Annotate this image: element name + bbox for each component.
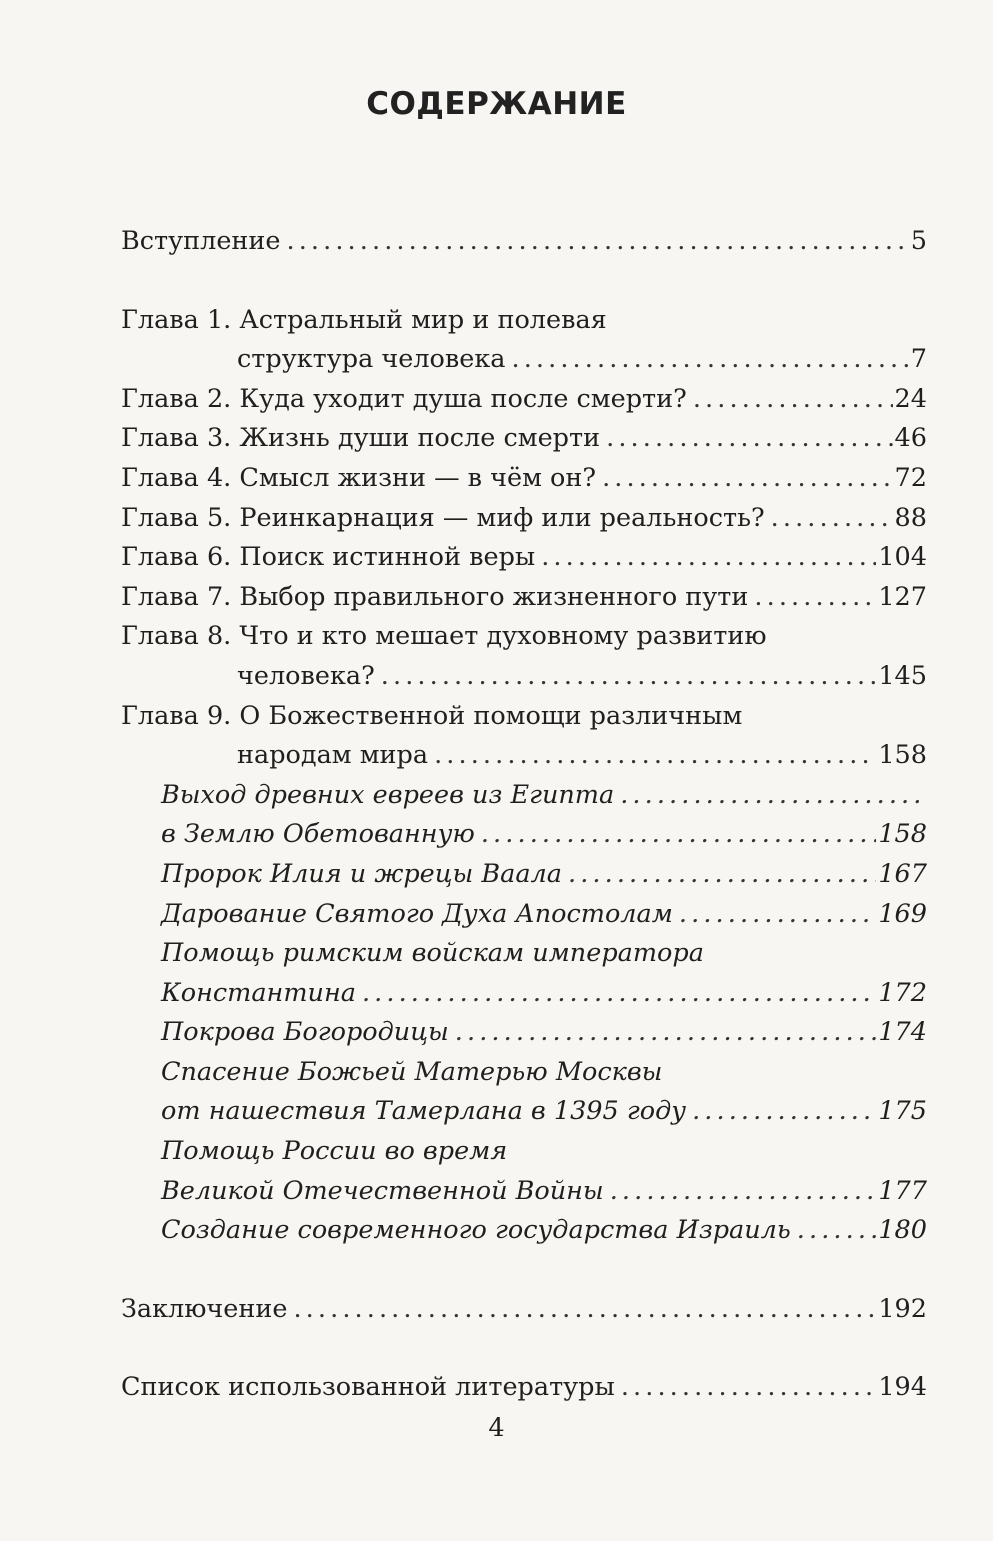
dot-leader [287, 222, 909, 262]
toc-entry-text: Великой Отечественной Войны [161, 1175, 604, 1206]
dot-leader [541, 538, 876, 578]
dot-leader [602, 459, 892, 499]
spacer [121, 1251, 927, 1290]
dot-leader [693, 380, 893, 420]
dot-leader [481, 815, 876, 855]
toc-page-number: 24 [894, 383, 927, 414]
toc-entry-text: Глава 6. Поиск истинной веры [121, 542, 536, 573]
toc-entry-chapter-8-cont [121, 657, 927, 697]
dot-leader [610, 1172, 877, 1212]
toc-page-number: 194 [878, 1372, 927, 1403]
toc-entry-text: Константина [161, 977, 356, 1008]
toc-entry-text: Помощь римским войскам императора [161, 938, 704, 969]
dot-leader [679, 895, 876, 935]
toc-entry-text: Глава 8. Что и кто мешает духовному развитию [121, 621, 767, 652]
toc-entry-text: народам мира [237, 740, 429, 771]
toc-page-number: 158 [878, 819, 927, 850]
toc-entry-text: Помощь России во время [161, 1136, 508, 1167]
toc-subentry-elijah [121, 855, 927, 895]
dot-leader [620, 776, 925, 816]
toc-page-number: 192 [878, 1293, 927, 1324]
toc-entry-text: Создание современного государства Израиль [161, 1215, 791, 1246]
toc-entry-text: Глава 9. О Божественной помощи различным [121, 700, 743, 731]
toc-entry-chapter-2 [121, 380, 927, 420]
toc-entry-text: от нашествия Тамерлана в 1395 году [161, 1096, 687, 1127]
toc-entry-text: Глава 2. Куда уходит душа после смерти? [121, 383, 687, 414]
toc-entry-conclusion [121, 1290, 927, 1330]
dot-leader [381, 657, 877, 697]
toc-page-number: 104 [878, 542, 927, 573]
toc-entry-text: человека? [237, 660, 375, 691]
toc-page-number: 167 [878, 858, 927, 889]
toc-entry-chapter-8 [121, 617, 927, 657]
table-of-contents [121, 222, 927, 1408]
toc-subentry-pokrova [121, 1013, 927, 1053]
toc-entry-text: Покрова Богородицы [161, 1017, 449, 1048]
toc-page-number: 174 [878, 1017, 927, 1048]
toc-page-number: 169 [878, 898, 927, 929]
toc-page-number: 172 [878, 977, 927, 1008]
toc-entry-chapter-9 [121, 697, 927, 737]
toc-subentry-israel [121, 1211, 927, 1251]
toc-entry-chapter-4 [121, 459, 927, 499]
dot-leader [797, 1211, 877, 1251]
dot-leader [512, 340, 909, 380]
toc-page-number: 145 [878, 660, 927, 691]
toc-entry-chapter-6 [121, 538, 927, 578]
toc-page-number: 158 [878, 740, 927, 771]
toc-subentry-holy-spirit [121, 895, 927, 935]
toc-entry-text: структура человека [237, 344, 506, 375]
toc-entry-text: Выход древних евреев из Египта [161, 779, 615, 810]
dot-leader [455, 1013, 877, 1053]
toc-subentry-russia-war [121, 1132, 927, 1172]
spacer [121, 262, 927, 301]
toc-entry-chapter-1 [121, 301, 927, 341]
toc-page-number: 7 [910, 344, 927, 375]
toc-entry-literature [121, 1368, 927, 1408]
toc-subentry-moscow-cont [121, 1092, 927, 1132]
toc-entry-chapter-7 [121, 578, 927, 618]
toc-entry-text: Пророк Илия и жрецы Ваала [161, 858, 562, 889]
toc-subentry-exodus-cont [121, 815, 927, 855]
dot-leader [621, 1368, 877, 1408]
toc-entry-text: Заключение [121, 1293, 288, 1324]
dot-leader [754, 578, 876, 618]
toc-page-number: 127 [878, 581, 927, 612]
toc-entry-text: в Землю Обетованную [161, 819, 475, 850]
dot-leader [362, 974, 876, 1014]
toc-subentry-constantine [121, 934, 927, 974]
toc-page-number: 88 [894, 502, 927, 533]
toc-entry-text: Глава 4. Смысл жизни — в чём он? [121, 462, 597, 493]
toc-subentry-exodus [121, 776, 927, 816]
toc-entry-chapter-3 [121, 419, 927, 459]
toc-entry-intro [121, 222, 927, 262]
toc-page-number: 46 [894, 423, 927, 454]
toc-page-number: 5 [910, 226, 927, 256]
toc-entry-text: Глава 5. Реинкарнация — миф или реальность? [121, 502, 765, 533]
toc-entry-text: Список использованной литературы [121, 1372, 615, 1403]
dot-leader [568, 855, 876, 895]
page-title: СОДЕРЖАНИЕ [366, 86, 627, 122]
toc-entry-chapter-1-cont [121, 340, 927, 380]
dot-leader [293, 1290, 876, 1330]
dot-leader [606, 419, 892, 459]
toc-entry-text: Глава 1. Астральный мир и полевая [121, 304, 607, 335]
toc-subentry-russia-war-cont [121, 1172, 927, 1212]
toc-entry-text: Дарование Святого Духа Апостолам [161, 898, 673, 929]
toc-entry-text: Глава 3. Жизнь души после смерти [121, 423, 601, 454]
toc-page-number: 175 [878, 1096, 927, 1127]
toc-subentry-constantine-cont [121, 974, 927, 1014]
dot-leader [692, 1092, 876, 1132]
toc-page-number: 177 [878, 1175, 927, 1206]
toc-entry-text: Вступление [121, 226, 281, 256]
toc-entry-text: Спасение Божьей Матерью Москвы [161, 1056, 663, 1087]
spacer [121, 1329, 927, 1368]
dot-leader [434, 736, 876, 776]
toc-entry-text: Глава 7. Выбор правильного жизненного пути [121, 581, 749, 612]
dot-leader [771, 499, 893, 539]
toc-entry-chapter-5 [121, 499, 927, 539]
toc-entry-chapter-9-cont [121, 736, 927, 776]
toc-subentry-moscow [121, 1053, 927, 1093]
toc-page-number: 180 [878, 1215, 927, 1246]
page-number: 4 [488, 1413, 505, 1443]
toc-page-number: 72 [894, 462, 927, 493]
